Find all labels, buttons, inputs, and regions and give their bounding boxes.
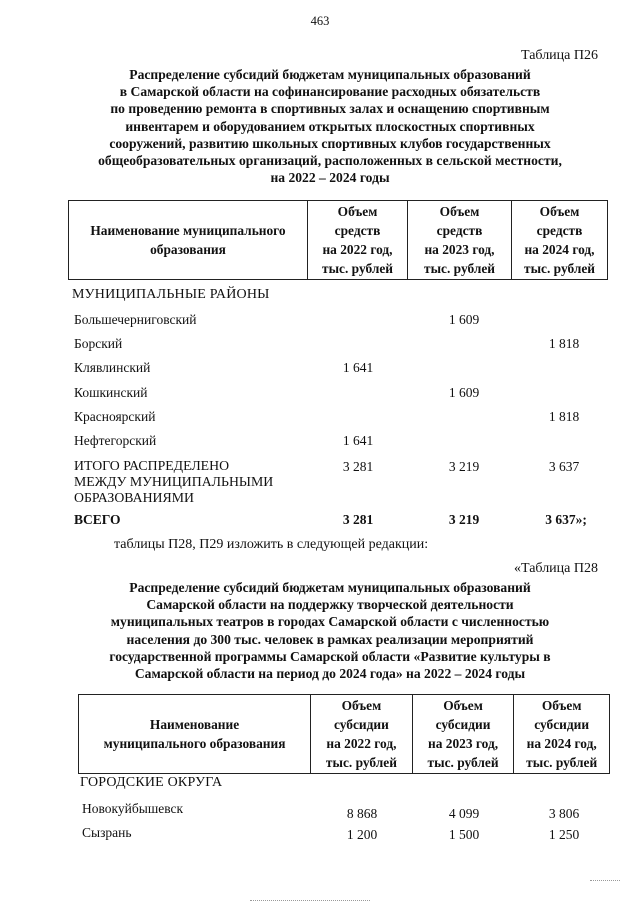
header-text: Объем <box>439 204 480 219</box>
value-2024: 1 818 <box>548 336 580 351</box>
total-2024: 3 637»; <box>545 512 587 527</box>
total-label: ВСЕГО <box>74 512 121 527</box>
section-heading: ГОРОДСКИЕ ОКРУГА <box>80 775 223 790</box>
header-text: муниципального образования <box>103 736 286 751</box>
header-text: средств <box>334 223 381 238</box>
table-row: Новокуйбышевск <box>82 801 184 816</box>
header-text: тыс. рублей <box>427 755 499 770</box>
subtotal-label <box>74 458 273 506</box>
header-text: Наименование муниципального <box>90 223 286 238</box>
table-row: Нефтегорский <box>74 433 157 448</box>
header-text: на 2023 год, <box>428 736 499 751</box>
header-2022-cell <box>310 695 412 773</box>
value-2023: 1 609 <box>448 385 480 400</box>
title-line: на 2022 – 2024 годы <box>270 170 390 186</box>
header-2023-cell <box>407 201 511 279</box>
header-text: средств <box>536 223 583 238</box>
header-text: на 2022 год, <box>326 736 397 751</box>
header-2023-cell <box>412 695 514 773</box>
header-text: образования <box>150 242 226 257</box>
header-2024-cell <box>513 695 609 773</box>
value-2022: 1 641 <box>342 360 374 375</box>
header-name-cell <box>79 695 310 773</box>
header-text: тыс. рублей <box>526 755 598 770</box>
value-2024: 1 250 <box>548 827 580 842</box>
title-line: по проведению ремонта в спортивных залах и оснащению спортивным <box>110 101 550 117</box>
header-text: Наименование <box>149 717 240 732</box>
table-row: Кошкинский <box>74 385 148 400</box>
total-2023: 3 219 <box>448 512 480 527</box>
header-text: тыс. рублей <box>524 261 595 276</box>
value-2022: 1 641 <box>342 433 374 448</box>
table-row: Борский <box>74 336 123 351</box>
title-line: государственной программы Самарской области «Развитие культуры в <box>109 648 551 664</box>
value-2023: 1 500 <box>448 827 480 842</box>
header-text: субсидии <box>333 717 389 732</box>
header-text: на 2023 год, <box>424 242 495 257</box>
header-text: на 2024 год, <box>526 736 597 751</box>
header-text: субсидии <box>534 717 590 732</box>
title-line: инвентарем и оборудованием открытых плоскостных спортивных <box>125 118 535 134</box>
table-title <box>60 579 600 682</box>
scan-artifact <box>590 880 620 881</box>
header-text: на 2024 год, <box>524 242 595 257</box>
subtotal-line: ОБРАЗОВАНИЯМИ <box>74 490 194 505</box>
subtotal-line: ИТОГО РАСПРЕДЕЛЕНО <box>74 458 230 473</box>
value-2024: 3 806 <box>548 806 580 821</box>
header-text: тыс. рублей <box>325 755 397 770</box>
value-2024: 1 818 <box>548 409 580 424</box>
header-text: Объем <box>541 698 582 713</box>
value-2022: 8 868 <box>346 806 378 821</box>
header-text: тыс. рублей <box>322 261 393 276</box>
subtotal-2024: 3 637 <box>548 459 580 474</box>
table-title <box>60 66 600 186</box>
subtotal-2022: 3 281 <box>342 459 374 474</box>
table-label: Таблица П26 <box>521 48 598 63</box>
header-text: Объем <box>341 698 382 713</box>
title-line: населения до 300 тыс. человек в рамках реализации мероприятий <box>126 631 534 647</box>
table-label: «Таблица П28 <box>514 561 598 576</box>
table-header <box>78 694 610 774</box>
section-heading: МУНИЦИПАЛЬНЫЕ РАЙОНЫ <box>72 287 270 302</box>
title-line: в Самарской области на софинансирование расходных обязательств <box>119 84 541 100</box>
header-text: Объем <box>539 204 580 219</box>
value-2023: 1 609 <box>448 312 480 327</box>
table-row: Красноярский <box>74 409 156 424</box>
table-row: Сызрань <box>82 825 132 840</box>
header-2024-cell <box>511 201 607 279</box>
title-line: Распределение субсидий бюджетам муниципальных образований <box>129 580 531 595</box>
title-line: муниципальных театров в городах Самарской области с численностью <box>110 614 550 630</box>
table-header <box>68 200 608 280</box>
header-text: на 2022 год, <box>322 242 393 257</box>
title-line: сооружений, развитию школьных спортивных клубов государственных <box>109 135 551 151</box>
header-text: Объем <box>337 204 378 219</box>
scan-artifact <box>250 900 370 901</box>
table-row: Клявлинский <box>74 360 151 375</box>
value-2022: 1 200 <box>346 827 378 842</box>
header-text: средств <box>436 223 483 238</box>
title-line: Самарской области на поддержку творческой деятельности <box>146 597 514 613</box>
subtotal-line: МЕЖДУ МУНИЦИПАЛЬНЫМИ <box>74 474 274 489</box>
header-text: тыс. рублей <box>424 261 495 276</box>
instruction-text: таблицы П28, П29 изложить в следующей редакции: <box>114 537 429 552</box>
title-line: Распределение субсидий бюджетам муниципальных образований <box>129 67 531 82</box>
title-line: Самарской области на период до 2024 года» на 2022 – 2024 годы <box>134 666 526 682</box>
table-row: Большечерниговский <box>74 312 197 327</box>
header-text: Объем <box>443 698 483 713</box>
header-2022-cell <box>307 201 407 279</box>
header-text: субсидии <box>435 717 491 732</box>
page-number: 463 <box>310 14 330 28</box>
title-line: общеобразовательных организаций, расположенных в сельской местности, <box>98 153 562 169</box>
subtotal-2023: 3 219 <box>448 459 480 474</box>
header-name-cell <box>69 201 307 279</box>
total-2022: 3 281 <box>342 512 374 527</box>
value-2023: 4 099 <box>448 806 480 821</box>
